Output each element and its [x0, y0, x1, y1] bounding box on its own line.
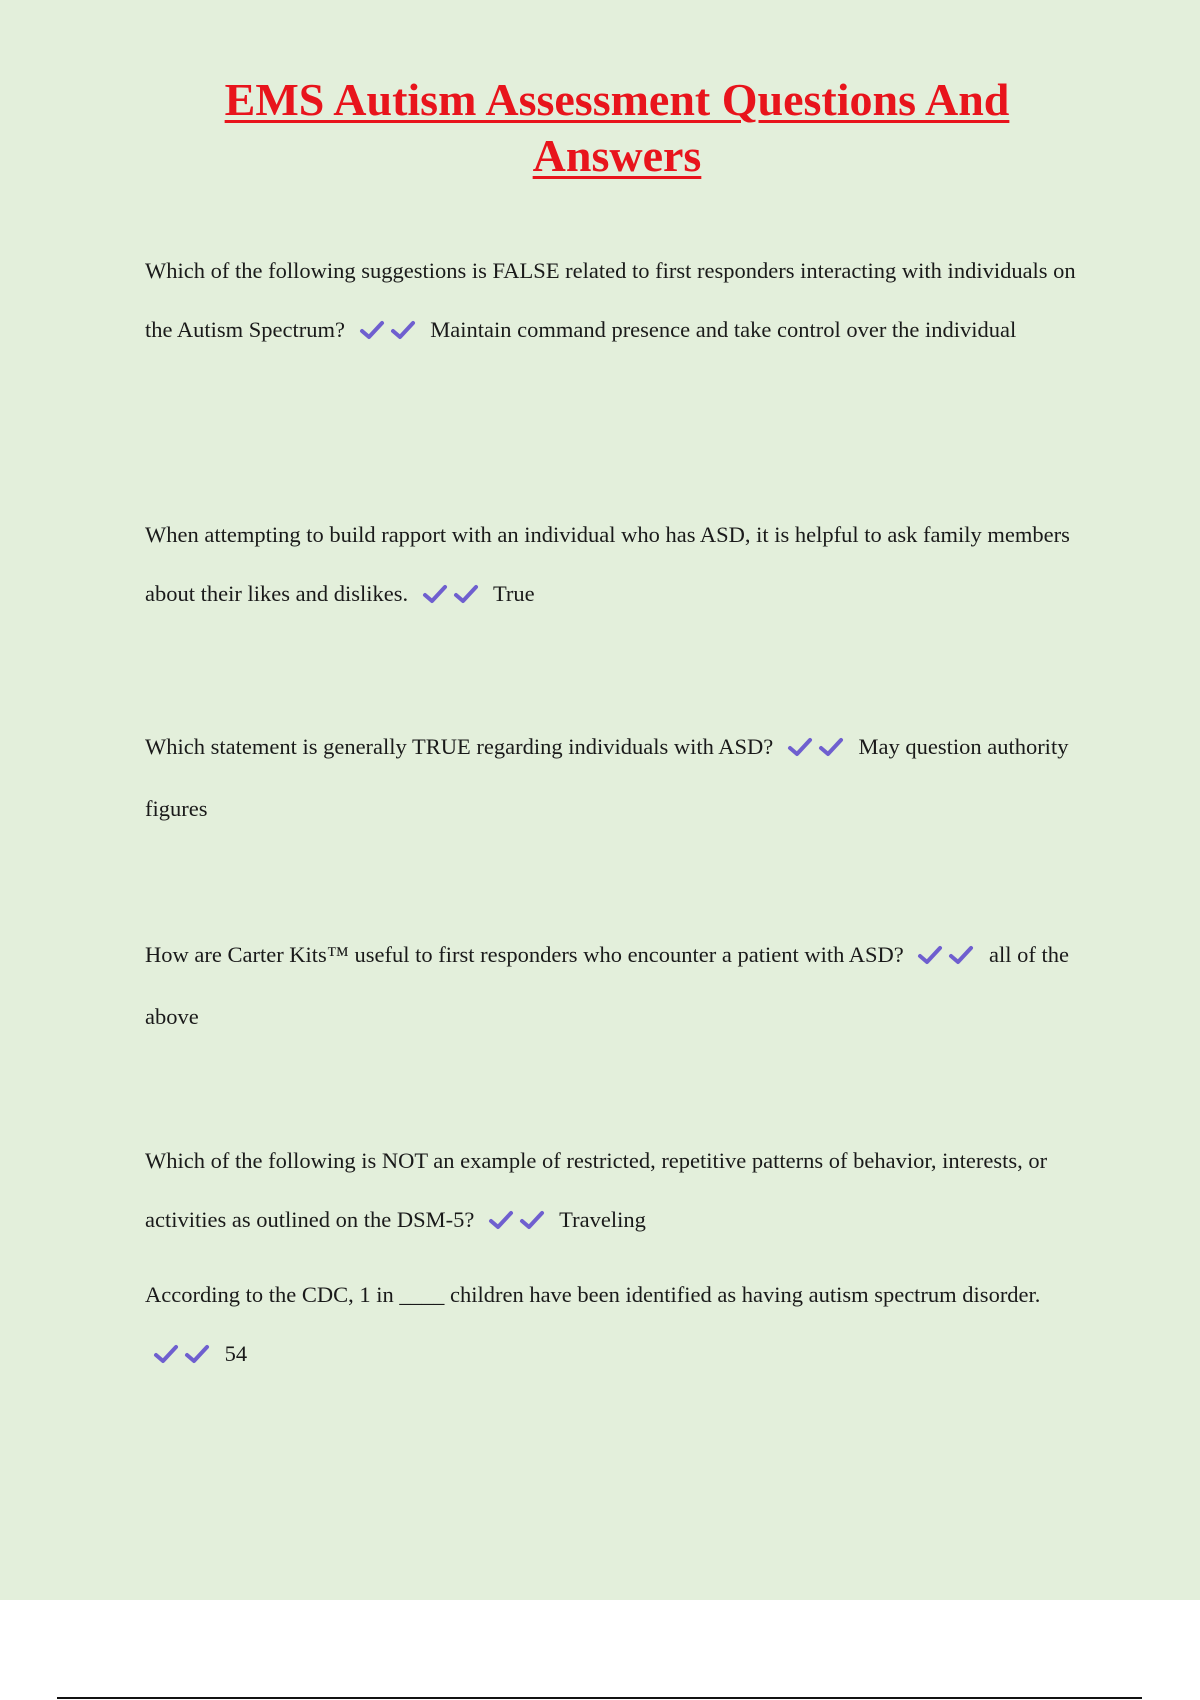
qa-item [145, 505, 1090, 626]
qa-item [145, 241, 1090, 362]
question-text: Which statement is generally TRUE regarding individuals with ASD? [145, 734, 774, 759]
qa-item [145, 717, 1090, 838]
answer-text: 54 [224, 1341, 248, 1366]
question-text: When attempting to build rapport with an individual who has ASD, it is helpful to ask family members about their likes and dislikes. [145, 522, 1070, 606]
qa-item [145, 1265, 1090, 1386]
question-text: How are Carter Kits™ useful to first responders who encounter a patient with ASD? [145, 942, 904, 967]
qa-item [145, 925, 1090, 1046]
answer-text: May question authority figures [145, 734, 1069, 821]
answer-text: all of the above [145, 942, 1069, 1029]
answer-text: Traveling [559, 1207, 646, 1232]
question-text: According to the CDC, 1 in ____ children have been identified as having autism spectrum disorder. [145, 1282, 1041, 1307]
qa-item [145, 1131, 1090, 1252]
footer-divider [57, 1697, 1142, 1699]
double-check-icon [488, 1193, 550, 1252]
answer-text: True [492, 581, 535, 606]
double-check-icon [917, 928, 979, 987]
question-text: Which of the following suggestions is FALSE related to first responders interacting with individuals on the Autism Spectrum? [145, 258, 1076, 342]
question-text: Which of the following is NOT an example of restricted, repetitive patterns of behavior, interests, or activities as outlined on the DSM-5? [145, 1148, 1048, 1232]
document-title: EMS Autism Assessment Questions And Answers [224, 74, 1010, 181]
double-check-icon [153, 1327, 215, 1386]
double-check-icon [787, 720, 849, 779]
double-check-icon [359, 303, 421, 362]
double-check-icon [422, 567, 484, 626]
answer-text: Maintain command presence and take control over the individual [430, 317, 1017, 342]
